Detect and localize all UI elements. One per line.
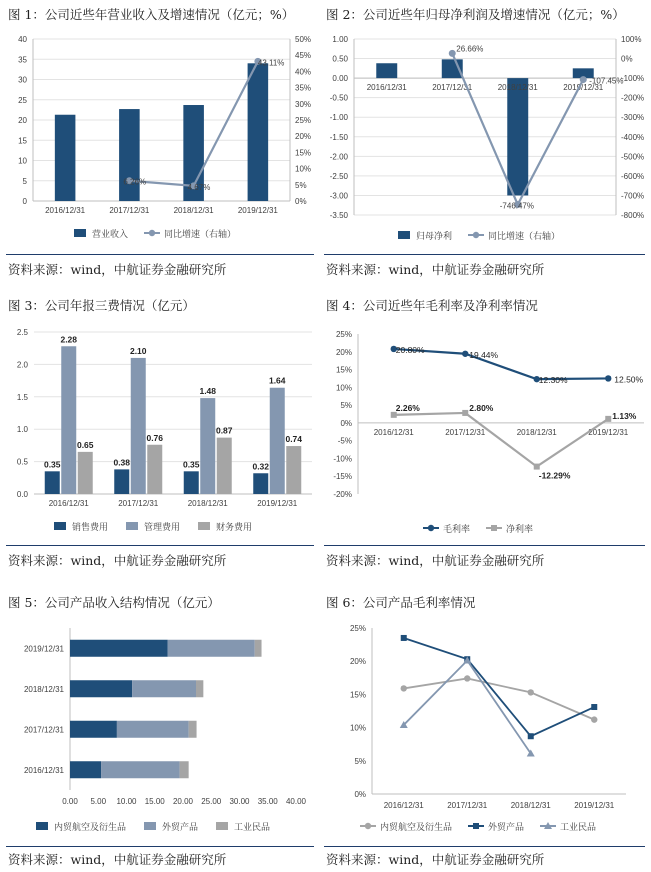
series-line (394, 349, 609, 379)
x-tick-label: 2018/12/31 (173, 206, 214, 215)
x-tick-label: 2016/12/31 (45, 206, 86, 215)
y-tick-label-right: 0% (295, 197, 307, 206)
y-tick-label: 15% (335, 365, 352, 375)
data-label: -12.29% (538, 470, 571, 481)
data-label: 0.65 (76, 439, 94, 450)
data-label: 20.80% (395, 344, 425, 355)
data-label: 0.35 (43, 459, 61, 470)
x-tick-label: 2018/12/31 (516, 427, 557, 437)
line-point (528, 733, 534, 739)
y-tick-label: 5% (354, 756, 366, 766)
bar (253, 473, 268, 494)
legend-marker (149, 230, 155, 236)
y-tick-label: -10% (333, 454, 352, 464)
x-tick-label: 2017/12/31 (445, 427, 486, 437)
y-tick-label-left: -3.50 (329, 211, 348, 220)
x-tick-label: 2016/12/31 (366, 83, 407, 93)
y-tick-label: 25% (335, 330, 352, 339)
x-tick-label: 2016/12/31 (48, 499, 89, 508)
margin-chart (326, 318, 651, 543)
bar (147, 445, 162, 494)
divider (6, 846, 314, 847)
line-point (462, 410, 468, 416)
source-note: 资料来源：wind，中航证券金融研究所 (8, 553, 227, 568)
line-point (449, 50, 456, 57)
y-tick-label-left: 5 (22, 176, 27, 186)
figure-caption-4: 图 4：公司近些年毛利率及净利率情况 (326, 298, 538, 313)
y-tick-label: 25% (349, 624, 366, 633)
bar-segment (132, 680, 196, 697)
y-tick-label-right: 15% (295, 148, 312, 158)
bar-segment (196, 680, 203, 697)
y-tick-label-left: -1.50 (329, 132, 348, 142)
data-label: 0.76 (146, 432, 164, 443)
y-tick-label-left: 0 (22, 197, 27, 206)
product-margin-chart (326, 614, 651, 844)
legend-label: 销售费用 (72, 522, 109, 532)
y-tick-label: 10% (349, 723, 366, 733)
legend-marker (473, 232, 479, 238)
data-label: 43.11% (257, 58, 285, 68)
legend-label: 管理费用 (144, 522, 181, 532)
legend-label: 同比增速（右轴） (488, 231, 561, 241)
y-tick-label-left: -1.00 (329, 113, 348, 123)
bar (119, 109, 140, 201)
bar (61, 346, 76, 494)
legend-label: 营业收入 (92, 229, 129, 239)
y-tick-label: -15% (333, 472, 352, 482)
x-tick-label: 30.00 (229, 797, 250, 806)
series-line (404, 661, 531, 754)
y-tick-label-left: 25 (18, 95, 27, 105)
legend-label: 同比增速（右轴） (164, 229, 237, 239)
data-label: 26.66% (456, 44, 484, 54)
source-note: 资料来源：wind，中航证券金融研究所 (8, 262, 227, 277)
line-point (401, 685, 407, 691)
y-tick-label-right: 35% (295, 83, 312, 93)
x-tick-label: 5.00 (90, 797, 107, 806)
bar-segment (70, 640, 168, 657)
legend-marker (428, 525, 434, 531)
divider (324, 545, 645, 546)
legend-label: 外贸产品 (162, 822, 199, 832)
bar (131, 358, 146, 494)
line-point (528, 689, 534, 695)
data-label: 2.28 (60, 334, 78, 345)
bar (184, 471, 199, 494)
data-label: 0.74 (285, 434, 303, 445)
legend-label: 毛利率 (443, 524, 471, 534)
y-tick-label: 2.0 (16, 360, 28, 370)
y-tick-label-left: 1.00 (332, 35, 348, 44)
y-tick-label-right: -200% (621, 93, 645, 103)
data-label: 0.32 (252, 461, 270, 472)
figure-caption-6: 图 6：公司产品毛利率情况 (326, 595, 476, 610)
bar (507, 78, 528, 195)
y-tick-label: 10% (335, 383, 352, 393)
bar (200, 398, 215, 494)
bar (376, 63, 397, 78)
y-tick-label-left: 10 (18, 156, 27, 166)
y-tick-label: 0.0 (16, 490, 28, 499)
y-tick-label-right: -400% (621, 132, 645, 142)
x-tick-label: 2016/12/31 (383, 801, 424, 810)
y-tick-label-right: -700% (621, 191, 645, 201)
x-tick-label: 0.00 (62, 797, 78, 806)
series-line (394, 413, 609, 467)
legend-marker (491, 525, 497, 531)
y-tick-label: 20% (349, 657, 366, 667)
y-tick-label: 20% (335, 347, 352, 357)
legend-label: 工业民品 (234, 822, 271, 832)
data-label: 0.35 (182, 459, 200, 470)
data-label: 6.26% (123, 177, 147, 187)
x-tick-label: 15.00 (144, 797, 165, 806)
x-tick-label: 2019/12/31 (574, 801, 615, 810)
line-point (580, 76, 587, 83)
bar-segment (180, 761, 189, 778)
y-tick-label-right: 100% (621, 35, 642, 44)
y-tick-label-right: 0% (621, 54, 633, 64)
x-tick-label: 2019/12/31 (588, 427, 629, 437)
legend-marker (473, 823, 479, 829)
y-tick-label-left: 15 (18, 136, 27, 146)
legend-swatch (74, 229, 86, 237)
legend-swatch (144, 822, 156, 830)
figure-caption-1: 图 1：公司近些年营业收入及增速情况（亿元；%） (8, 7, 295, 22)
legend-label: 归母净利 (416, 231, 453, 241)
net-profit-growth-chart (326, 25, 651, 253)
data-label: 1.48 (199, 386, 217, 397)
legend-label: 工业民品 (560, 822, 597, 832)
y-tick-label: -5% (337, 436, 352, 446)
y-tick-label-right: 30% (295, 99, 312, 109)
figure-caption-5: 图 5：公司产品收入结构情况（亿元） (8, 595, 220, 610)
bar-segment (70, 761, 101, 778)
y-tick-label-right: 50% (295, 35, 312, 44)
divider (6, 545, 314, 546)
x-tick-label: 40.00 (285, 797, 307, 806)
data-label: 4.67% (187, 182, 211, 192)
legend-swatch (198, 522, 210, 530)
bar (45, 471, 60, 494)
bar (78, 452, 93, 494)
legend-swatch (36, 822, 48, 830)
legend-label: 内贸航空及衍生品 (54, 822, 127, 832)
x-tick-label: 2017/12/31 (109, 206, 150, 215)
bar-segment (168, 640, 255, 657)
y-tick-label-right: 10% (295, 164, 312, 174)
legend-marker (365, 823, 371, 829)
y-tick-label-left: -2.50 (329, 171, 348, 181)
divider (324, 254, 645, 255)
x-tick-label: 2019/12/31 (257, 499, 298, 508)
legend-label: 财务费用 (216, 522, 253, 532)
bar (217, 438, 232, 494)
line-point (591, 716, 597, 722)
line-point (605, 416, 611, 422)
x-tick-label: 2016/12/31 (373, 427, 414, 437)
series-line (404, 638, 595, 736)
figure-caption-2: 图 2：公司近些年归母净利润及增速情况（亿元；%） (326, 7, 625, 22)
bar-segment (189, 721, 197, 738)
y-tick-label-right: 25% (295, 116, 312, 125)
y-tick-label: 2017/12/31 (23, 725, 64, 735)
x-tick-label: 2017/12/31 (447, 801, 488, 810)
legend-label: 内贸航空及衍生品 (380, 822, 453, 832)
bar (270, 388, 285, 494)
data-label: 1.13% (612, 410, 637, 421)
bar-segment (255, 640, 262, 657)
y-tick-label-right: 20% (295, 132, 312, 142)
bar-segment (70, 721, 117, 738)
y-tick-label: 15% (349, 690, 366, 700)
legend-label: 外贸产品 (488, 822, 525, 832)
y-tick-label: 2019/12/31 (23, 644, 64, 654)
data-label: 2.10 (129, 345, 147, 356)
revenue-structure-chart (0, 614, 320, 844)
data-label: 0.38 (113, 457, 131, 468)
data-label: -107.45% (589, 76, 624, 86)
legend-swatch (126, 522, 138, 530)
x-tick-label: 10.00 (116, 797, 137, 806)
y-tick-label-left: 0.50 (332, 54, 348, 64)
y-tick-label-left: 35 (18, 55, 27, 65)
y-tick-label: 1.0 (16, 425, 28, 435)
y-tick-label: 0% (340, 418, 352, 428)
y-tick-label-left: -2.00 (329, 152, 348, 162)
y-tick-label: 5% (340, 401, 352, 411)
bar-segment (117, 721, 189, 738)
line-point (534, 464, 540, 470)
y-tick-label: 0% (354, 790, 366, 799)
legend-swatch (54, 522, 66, 530)
data-label: -746.47% (499, 201, 534, 211)
y-tick-label: 2018/12/31 (23, 684, 64, 694)
bar-segment (70, 680, 132, 697)
x-tick-label: 2019/12/31 (563, 83, 604, 93)
x-tick-label: 25.00 (201, 797, 222, 806)
y-tick-label-left: 0.00 (332, 74, 348, 84)
bar (55, 115, 76, 201)
bar (286, 446, 301, 494)
data-label: 0.87 (215, 425, 233, 436)
data-label: 1.64 (268, 375, 286, 386)
legend-swatch (216, 822, 228, 830)
line-point (462, 351, 468, 357)
divider (324, 846, 645, 847)
x-tick-label: 2018/12/31 (187, 499, 228, 508)
y-tick-label-right: 40% (295, 67, 312, 77)
y-tick-label: 1.5 (16, 392, 28, 402)
source-note: 资料来源：wind，中航证券金融研究所 (326, 262, 545, 277)
y-tick-label-right: -300% (621, 113, 645, 123)
x-tick-label: 20.00 (172, 797, 194, 806)
data-label: 12.50% (614, 374, 644, 385)
data-label: 19.44% (469, 349, 499, 360)
y-tick-label-left: 40 (18, 35, 27, 44)
y-tick-label: 0.5 (16, 457, 28, 467)
three-expenses-chart (0, 318, 320, 543)
divider (6, 254, 314, 255)
x-tick-label: 2017/12/31 (432, 83, 473, 93)
y-tick-label-left: -3.00 (329, 191, 348, 201)
y-tick-label-left: 30 (18, 75, 27, 85)
source-note: 资料来源：wind，中航证券金融研究所 (8, 852, 227, 867)
line-point (401, 635, 407, 641)
y-tick-label-right: 5% (295, 180, 307, 190)
line-point (605, 375, 611, 381)
bar (114, 469, 129, 494)
bar (248, 63, 269, 201)
x-tick-label: 2017/12/31 (118, 499, 159, 508)
y-tick-label: -20% (333, 490, 352, 499)
legend-swatch (398, 231, 410, 239)
x-tick-label: 2019/12/31 (237, 206, 278, 215)
y-tick-label-right: 45% (295, 51, 312, 61)
x-tick-label: 35.00 (257, 797, 278, 806)
data-label: 12.30% (538, 375, 568, 386)
y-tick-label: 2016/12/31 (23, 765, 64, 775)
revenue-growth-chart (0, 25, 320, 253)
x-tick-label: 2018/12/31 (510, 801, 551, 810)
source-note: 资料来源：wind，中航证券金融研究所 (326, 852, 545, 867)
y-tick-label-right: -600% (621, 171, 645, 181)
bar-segment (101, 761, 180, 778)
y-tick-label-right: -100% (621, 74, 645, 84)
y-tick-label-right: -800% (621, 211, 645, 220)
line-point (464, 675, 470, 681)
x-tick-label: 2018/12/31 (497, 83, 538, 93)
figure-caption-3: 图 3：公司年报三费情况（亿元） (8, 298, 195, 313)
y-tick-label: 2.5 (16, 328, 28, 337)
legend-label: 净利率 (506, 524, 534, 534)
y-tick-label-right: -500% (621, 152, 645, 162)
data-label: 2.80% (469, 402, 494, 413)
y-tick-label-left: 20 (18, 116, 27, 125)
data-label: 2.26% (395, 402, 420, 413)
source-note: 资料来源：wind，中航证券金融研究所 (326, 553, 545, 568)
line-point (591, 704, 597, 710)
y-tick-label-left: -0.50 (329, 93, 348, 103)
